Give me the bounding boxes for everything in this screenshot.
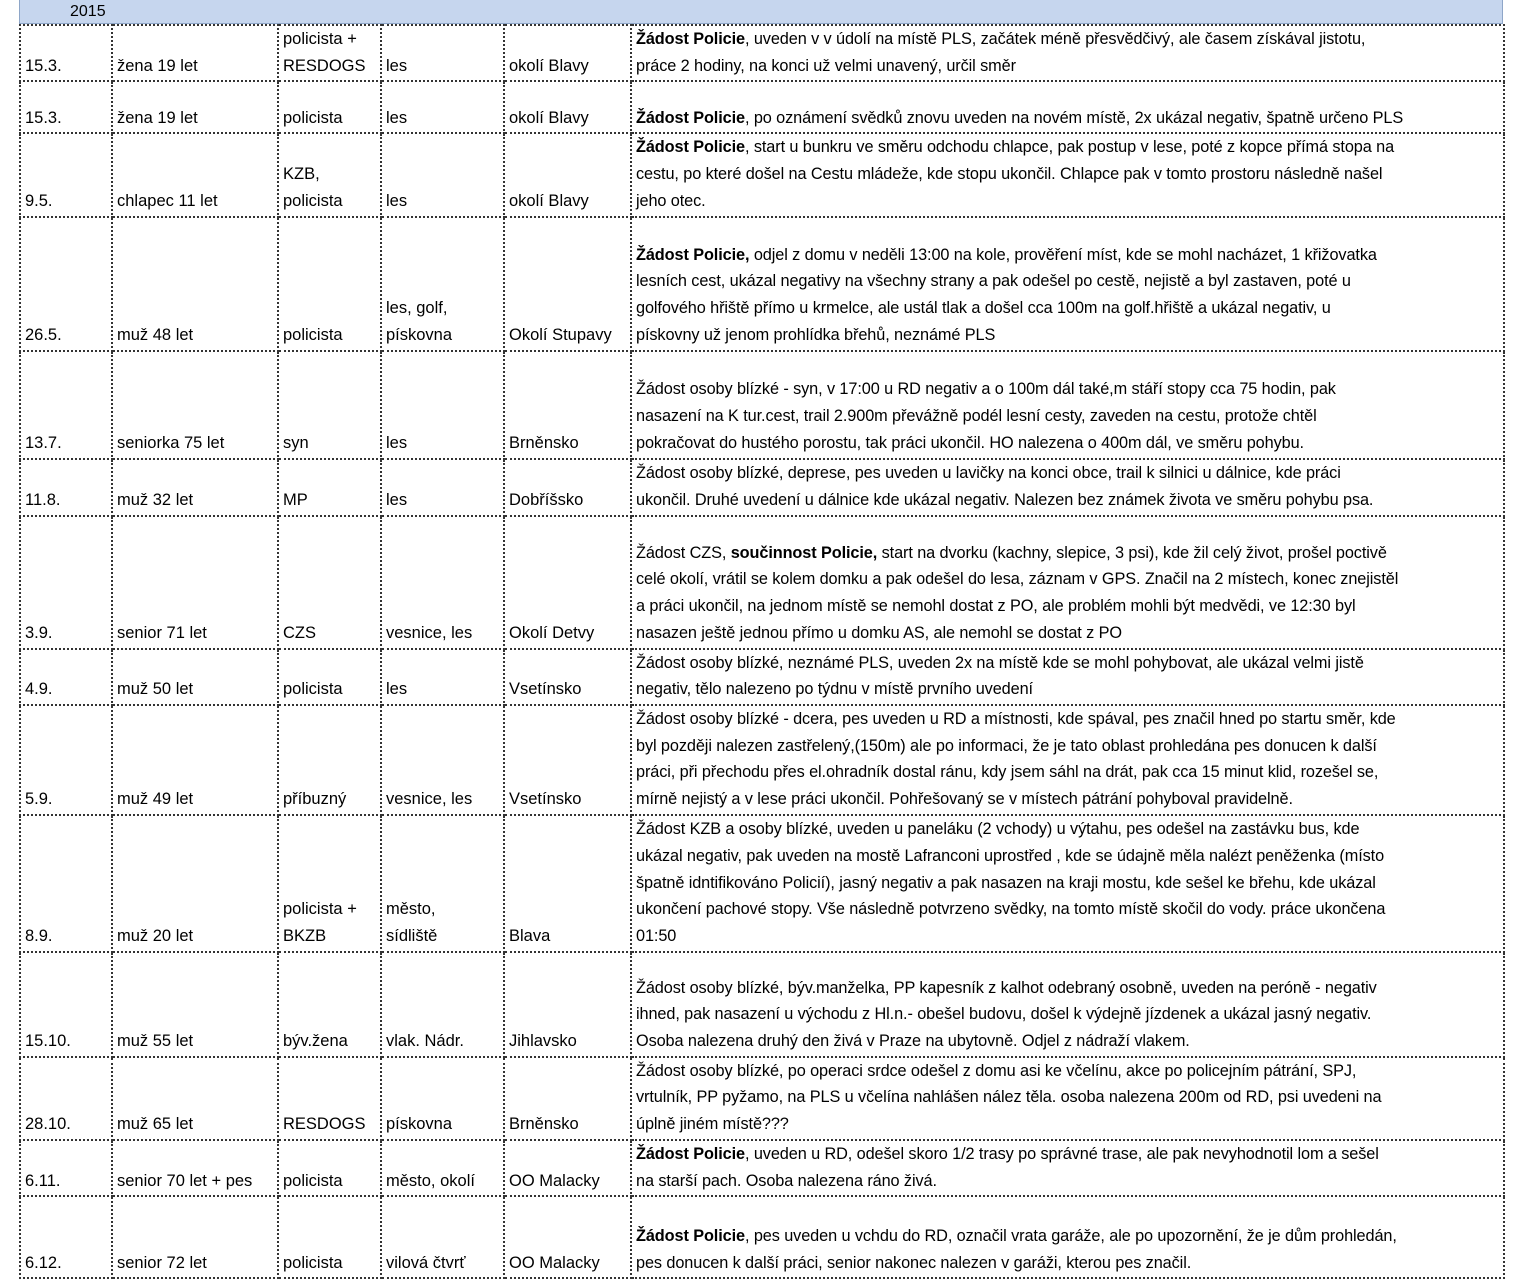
cell-requester[interactable] [278, 25, 381, 81]
cell-description[interactable] [631, 351, 1504, 459]
terrain-text: pískovna [386, 325, 453, 344]
person-text: senior 71 let [117, 623, 207, 642]
date-text: 3.9. [25, 623, 53, 642]
table-row [20, 133, 1504, 216]
description-line [636, 1250, 1500, 1277]
person-text: muž 50 let [117, 680, 194, 699]
cell-requester[interactable] [278, 81, 381, 133]
description-line [636, 1168, 1500, 1195]
description-text: pokračovat do hustého porostu, tak práci ukončil. HO nalezena o 400m dál, ve směru pohybu. [636, 433, 1304, 452]
description-text: odjel z domu v neděli 13:00 na kole, prověření míst, kde se mohl nacházet, 1 křižovatka [749, 245, 1377, 264]
description-text: ukázal negativ, pak uveden na mostě Lafranconi uprostřed , kde se údajně měla nalézt peněženka (místo [636, 846, 1385, 865]
cell-requester[interactable] [278, 351, 381, 459]
description-text: práce 2 hodiny, na konci už velmi unavený, určil směr [636, 56, 1016, 75]
cell-area[interactable] [504, 516, 631, 649]
description-bold-text: Žádost Policie, [636, 245, 750, 264]
description-text: , uveden v v údolí na místě PLS, začátek méně přesvědčivý, ale časem získával jistotu, [744, 30, 1366, 48]
requester-text: policista [283, 325, 343, 344]
cell-terrain[interactable] [381, 25, 504, 81]
terrain-text: les [386, 680, 408, 699]
cell-area[interactable] [504, 351, 631, 459]
cell-description[interactable] [631, 25, 1504, 81]
cell-terrain[interactable] [381, 81, 504, 133]
description-text: a práci ukončil, na jednom místě se nemohl dostat z PO, ale problém mohli být medvědi, ve 12:30 byl [636, 597, 1356, 616]
cell-description[interactable] [631, 133, 1504, 216]
cell-description[interactable] [631, 705, 1504, 815]
cell-terrain[interactable] [381, 1196, 504, 1278]
description-line [636, 923, 1500, 950]
cell-date[interactable] [20, 952, 112, 1057]
description-line [636, 706, 1500, 733]
description-text: ihned, pak nasazení u východu z Hl.n.- obešel budovu, došel k výdejně jízdenek a ukázal jasný negativ. [636, 1005, 1372, 1024]
description-line [636, 322, 1500, 349]
spreadsheet [19, 0, 1503, 1279]
cell-area[interactable] [504, 133, 631, 216]
person-text: muž 55 let [117, 1032, 194, 1051]
cell-terrain[interactable] [381, 133, 504, 216]
cell-date[interactable] [20, 815, 112, 952]
cell-area[interactable] [504, 81, 631, 133]
date-text: 4.9. [25, 680, 53, 699]
description-text: negativ, tělo nalezeno po týdnu v místě prvního uvedení [636, 680, 1033, 699]
requester-text: BKZB [283, 927, 327, 946]
cell-area[interactable] [504, 1140, 631, 1196]
date-text: 15.10. [25, 1032, 71, 1051]
cell-person[interactable] [112, 459, 278, 516]
cell-description[interactable] [631, 815, 1504, 952]
description-line [636, 242, 1500, 269]
cell-terrain[interactable] [381, 1057, 504, 1140]
terrain-text: pískovna [386, 1115, 453, 1134]
person-text: muž 65 let [117, 1115, 194, 1134]
requester-text: KZB, [283, 165, 320, 184]
area-text: Jihlavsko [509, 1032, 577, 1051]
cell-terrain[interactable] [381, 1140, 504, 1196]
requester-text: RESDOGS [283, 56, 366, 75]
person-text: žena 19 let [117, 108, 198, 127]
area-text: okolí Blavy [509, 56, 589, 75]
cell-date[interactable] [20, 459, 112, 516]
description-line [636, 105, 1500, 132]
date-text: 13.7. [25, 433, 62, 452]
description-line [636, 896, 1500, 923]
description-line [636, 1141, 1500, 1168]
description-line [636, 1111, 1500, 1138]
table-row [20, 217, 1504, 351]
terrain-text: vlak. Nádr. [386, 1032, 464, 1051]
description-bold-text: Žádost Policie [636, 138, 745, 157]
cell-date[interactable] [20, 133, 112, 216]
cell-area[interactable] [504, 952, 631, 1057]
area-text: Brněnsko [509, 433, 579, 452]
requester-text: policista [283, 191, 343, 210]
description-text: , start u bunkru ve směru odchodu chlapce, pak postup v lese, poté z kopce přímá stopa na [744, 138, 1395, 157]
cell-date[interactable] [20, 1057, 112, 1140]
area-text: Okolí Stupavy [509, 325, 612, 344]
description-text: start na dvorku (kachny, slepice, 3 psi), kde žil celý život, prošel poctivě [877, 543, 1387, 562]
description-line [636, 295, 1500, 322]
description-line [636, 566, 1500, 593]
description-line [636, 430, 1500, 457]
cell-area[interactable] [504, 459, 631, 516]
description-line [636, 1084, 1500, 1111]
description-bold-text: Žádost Policie [636, 1144, 745, 1163]
table-row [20, 952, 1504, 1057]
cell-terrain[interactable] [381, 217, 504, 351]
description-bold-text: Žádost Policie [636, 1226, 745, 1245]
table-row [20, 25, 1504, 81]
date-text: 28.10. [25, 1115, 71, 1134]
description-line [636, 843, 1500, 870]
description-line [636, 1028, 1500, 1055]
description-text: Žádost osoby blízké - syn, v 17:00 u RD negativ a o 100m dál také,m stáří stopy cca 75 hodin, pak [636, 380, 1336, 399]
description-text: jeho otec. [636, 191, 706, 210]
table-row [20, 459, 1504, 516]
person-text: chlapec 11 let [117, 191, 218, 210]
cell-description[interactable] [631, 1057, 1504, 1140]
description-bold-text: Žádost Policie [636, 30, 745, 48]
cell-person[interactable] [112, 815, 278, 952]
cell-requester[interactable] [278, 952, 381, 1057]
description-line [636, 759, 1500, 786]
cell-requester[interactable] [278, 705, 381, 815]
description-text: mírně nejistý a v lese práci ukončil. Pohřešovaný se v místech pátrání pohyboval pravidelně. [636, 790, 1293, 809]
cell-person[interactable] [112, 952, 278, 1057]
table-row [20, 516, 1504, 649]
person-text: žena 19 let [117, 56, 198, 75]
terrain-text: les [386, 108, 408, 127]
cell-terrain[interactable] [381, 705, 504, 815]
description-text: nasazení na K tur.cest, trail 2.900m převážně podél lesní cesty, zaveden na cestu, protože chtěl [636, 407, 1317, 426]
area-text: okolí Blavy [509, 191, 589, 210]
cell-date[interactable] [20, 1140, 112, 1196]
description-line [636, 487, 1500, 514]
terrain-text: les, golf, [386, 299, 448, 318]
description-text: , pes uveden u vchdu do RD, označil vrata garáže, ale po upozornění, že je dům prohledán, [744, 1226, 1397, 1245]
description-line [636, 376, 1500, 403]
area-text: OO Malacky [509, 1171, 600, 1190]
area-text: Dobříšsko [509, 490, 584, 509]
description-text: cestu, po které došel na Cestu mládeže, kde stopu ukončil. Chlapce pak v tomto prostoru následně našel [636, 165, 1383, 184]
cell-person[interactable] [112, 1196, 278, 1278]
date-text: 6.12. [25, 1253, 62, 1272]
description-text: celé okolí, vrátil se kolem domku a pak odešel do lesa, záznam v GPS. Značil na 2 místech, konec znejistěl [636, 570, 1399, 589]
description-line [636, 620, 1500, 647]
cell-terrain[interactable] [381, 459, 504, 516]
description-bold-text: Žádost Policie [636, 108, 745, 127]
description-text: na starší pach. Osoba nalezena ráno živá. [636, 1171, 937, 1190]
date-text: 9.5. [25, 191, 53, 210]
cell-terrain[interactable] [381, 351, 504, 459]
description-line [636, 786, 1500, 813]
cell-date[interactable] [20, 217, 112, 351]
cell-person[interactable] [112, 25, 278, 81]
description-line [636, 816, 1500, 843]
requester-text: syn [283, 433, 309, 452]
table-row [20, 351, 1504, 459]
table-row [20, 81, 1504, 133]
cell-person[interactable] [112, 649, 278, 705]
person-text: muž 48 let [117, 325, 194, 344]
description-text: 01:50 [636, 927, 677, 946]
cell-area[interactable] [504, 1057, 631, 1140]
cell-requester[interactable] [278, 1196, 381, 1278]
description-line [636, 26, 1500, 53]
date-text: 5.9. [25, 790, 53, 809]
cell-description[interactable] [631, 516, 1504, 649]
requester-text: MP [283, 490, 308, 509]
description-text: Osoba nalezena druhý den živá v Praze na ubytovně. Odjel z nádraží vlakem. [636, 1032, 1190, 1051]
description-text: , po oznámení svědků znovu uveden na novém místě, 2x ukázal negativ, špatně určeno PLS [744, 108, 1404, 127]
description-text: Žádost osoby blízké, býv.manželka, PP kapesník z kalhot odebraný osobně, uveden na peróně - negativ [636, 978, 1377, 997]
description-line [636, 593, 1500, 620]
date-text: 11.8. [25, 490, 61, 509]
date-text: 8.9. [25, 927, 53, 946]
table-body [20, 25, 1504, 1278]
description-text: ukončení pachové stopy. Vše následně potvrzeno svědky, na tomto místě skočil do vody. práce ukončena [636, 900, 1386, 919]
description-line [636, 870, 1500, 897]
cell-description[interactable] [631, 649, 1504, 705]
description-line [636, 676, 1500, 703]
description-text: špatně idntifikováno Policií), jasný negativ a pak nasazen na kraji mostu, kde sešel ke břehu, kde ukázal [636, 873, 1376, 892]
area-text: okolí Blavy [509, 108, 589, 127]
requester-text: policista [283, 1253, 343, 1272]
description-line [636, 161, 1500, 188]
description-text: golfového hřiště přímo u krmelce, ale ustál tlak a došel cca 100m na golf.hřiště a ukázal negativ, u [636, 299, 1331, 318]
cell-description[interactable] [631, 1140, 1504, 1196]
table-row [20, 1140, 1504, 1196]
table-row [20, 1057, 1504, 1140]
description-text: byl později nalezen zastřelený,(150m) ale po informaci, že je tato oblast prohledána pes donucen k další [636, 736, 1377, 755]
cell-requester[interactable] [278, 649, 381, 705]
description-text: Žádost osoby blízké, po operaci srdce odešel z domu asi ke včelínu, akce po policejním pátrání, SPJ, [636, 1061, 1357, 1080]
date-text: 15.3. [25, 108, 62, 127]
date-text: 15.3. [25, 56, 62, 75]
description-text: Žádost KZB a osoby blízké, uveden u paneláku (2 vchody) u výtahu, pes odešel na zastávku bus, kde [636, 820, 1360, 839]
table-row [20, 815, 1504, 952]
terrain-text: les [386, 433, 408, 452]
terrain-text: les [386, 56, 408, 75]
person-text: senior 72 let [117, 1253, 207, 1272]
description-line [636, 460, 1500, 487]
person-text: muž 32 let [117, 490, 194, 509]
description-line [636, 1223, 1500, 1250]
cell-area[interactable] [504, 25, 631, 81]
table-row [20, 705, 1504, 815]
cell-terrain[interactable] [381, 815, 504, 952]
description-line [636, 268, 1500, 295]
cell-person[interactable] [112, 1057, 278, 1140]
cell-person[interactable] [112, 217, 278, 351]
terrain-text: město, okolí [386, 1171, 475, 1190]
description-line [636, 53, 1500, 80]
terrain-text: sídliště [386, 927, 438, 946]
cell-date[interactable] [20, 351, 112, 459]
area-text: Blava [509, 927, 551, 946]
terrain-text: město, [386, 900, 436, 919]
description-line [636, 975, 1500, 1002]
cell-requester[interactable] [278, 516, 381, 649]
cell-date[interactable] [20, 649, 112, 705]
description-text: práci, při přechodu přes el.ohradník dostal ránu, kdy jsem sáhl na drát, pak cca 15 minut klid, rozešel se, [636, 763, 1379, 782]
person-text: muž 20 let [117, 927, 194, 946]
date-text: 26.5. [25, 325, 62, 344]
table-row [20, 1196, 1504, 1278]
cell-person[interactable] [112, 1140, 278, 1196]
requester-text: policista + [283, 30, 357, 48]
search-log-table [19, 24, 1505, 1279]
description-text: pes donucen k další práci, senior nakonec nalezen v garáži, kterou pes značil. [636, 1253, 1192, 1272]
cell-area[interactable] [504, 815, 631, 952]
description-line [636, 1058, 1500, 1085]
terrain-text: les [386, 490, 408, 509]
cell-requester[interactable] [278, 217, 381, 351]
cell-requester[interactable] [278, 1140, 381, 1196]
area-text: Vsetínsko [509, 790, 582, 809]
description-bold-text: součinnost Policie, [730, 543, 878, 562]
cell-area[interactable] [504, 705, 631, 815]
cell-area[interactable] [504, 1196, 631, 1278]
area-text: OO Malacky [509, 1253, 600, 1272]
date-text: 6.11. [25, 1171, 61, 1190]
cell-requester[interactable] [278, 133, 381, 216]
cell-person[interactable] [112, 516, 278, 649]
description-text: Žádost osoby blízké, deprese, pes uveden u lavičky na konci obce, trail k silnici u dálnice, kde práci [636, 464, 1341, 483]
requester-text: policista [283, 680, 343, 699]
cell-description[interactable] [631, 81, 1504, 133]
area-text: Okolí Detvy [509, 623, 595, 642]
cell-date[interactable] [20, 25, 112, 81]
cell-date[interactable] [20, 1196, 112, 1278]
area-text: Brněnsko [509, 1115, 579, 1134]
description-line [636, 403, 1500, 430]
area-text: Vsetínsko [509, 680, 582, 699]
cell-area[interactable] [504, 649, 631, 705]
cell-date[interactable] [20, 81, 112, 133]
requester-text: příbuzný [283, 790, 347, 809]
cell-description[interactable] [631, 217, 1504, 351]
description-text: ukončil. Druhé uvedení u dálnice kde ukázal negativ. Nalezen bez známek života ve směru pohybu psa. [636, 490, 1374, 509]
terrain-text: vilová čtvrť [386, 1253, 466, 1272]
cell-terrain[interactable] [381, 952, 504, 1057]
cell-date[interactable] [20, 516, 112, 649]
cell-description[interactable] [631, 1196, 1504, 1278]
cell-date[interactable] [20, 705, 112, 815]
requester-text: policista + [283, 900, 357, 919]
description-line [636, 733, 1500, 760]
cell-requester[interactable] [278, 815, 381, 952]
description-text: lesních cest, ukázal negativy na všechny strany a pak odešel po cestě, nejistě a byl zastaven, poté u [636, 272, 1351, 291]
cell-person[interactable] [112, 81, 278, 133]
description-text: pískovny už jenom prohlídka břehů, neznámé PLS [636, 325, 996, 344]
table-row [20, 649, 1504, 705]
description-text: Žádost CZS, [636, 543, 731, 562]
cell-description[interactable] [631, 952, 1504, 1057]
person-text: senior 70 let + pes [117, 1171, 253, 1190]
cell-area[interactable] [504, 217, 631, 351]
person-text: seniorka 75 let [117, 433, 225, 452]
requester-text: CZS [283, 623, 316, 642]
person-text: muž 49 let [117, 790, 194, 809]
cell-description[interactable] [631, 459, 1504, 516]
requester-text: býv.žena [283, 1032, 348, 1051]
description-text: vrtulník, PP pyžamo, na PLS u včelína nahlášen nález těla. osoba nalezena 200m od RD, psi uvedeni na [636, 1088, 1382, 1107]
description-line [636, 1001, 1500, 1028]
cell-requester[interactable] [278, 459, 381, 516]
description-line [636, 188, 1500, 215]
requester-text: policista [283, 1171, 343, 1190]
description-text: Žádost osoby blízké - dcera, pes uveden u RD a místnosti, kde spával, pes značil hned po startu směr, kde [636, 709, 1396, 728]
year-label: 2015 [70, 3, 106, 20]
cell-requester[interactable] [278, 1057, 381, 1140]
description-text: Žádost osoby blízké, neznámé PLS, uveden 2x na místě kde se mohl pohybovat, ale ukázal velmi jistě [636, 653, 1364, 672]
requester-text: policista [283, 108, 343, 127]
terrain-text: vesnice, les [386, 790, 473, 809]
description-line [636, 134, 1500, 161]
year-header-bar [19, 0, 1503, 24]
cell-person[interactable] [112, 705, 278, 815]
terrain-text: les [386, 191, 408, 210]
cell-terrain[interactable] [381, 649, 504, 705]
description-text: nasazen ještě jednou přímo u domku AS, ale nemohl se dostat z PO [636, 623, 1122, 642]
cell-terrain[interactable] [381, 516, 504, 649]
description-line [636, 650, 1500, 677]
cell-person[interactable] [112, 351, 278, 459]
description-line [636, 540, 1500, 567]
requester-text: RESDOGS [283, 1115, 366, 1134]
description-text: úplně jiném místě??? [636, 1115, 789, 1134]
description-text: , uveden u RD, odešel skoro 1/2 trasy po správné trase, ale pak nevyhodnotil lom a sešel [744, 1144, 1379, 1163]
terrain-text: vesnice, les [386, 623, 473, 642]
cell-person[interactable] [112, 133, 278, 216]
